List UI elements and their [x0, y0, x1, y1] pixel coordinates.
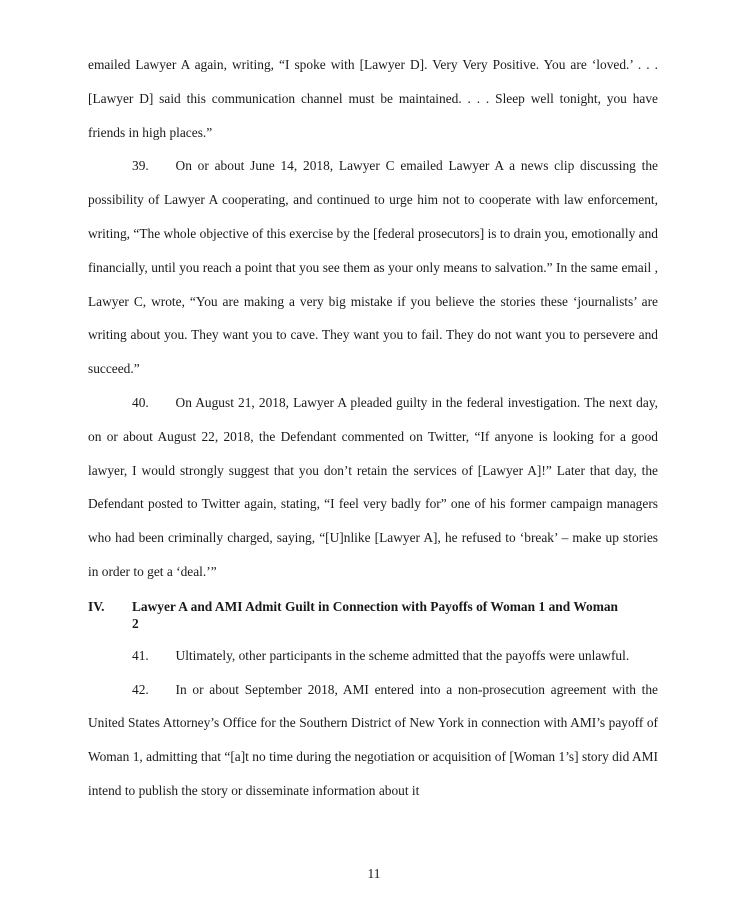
paragraph-38-continuation: emailed Lawyer A again, writing, “I spoke with [Lawyer D]. Very Very Positive. You are ‘loved.’ . . . [Lawyer D] said this communication channel must be maintained. . . . Sleep well tonight, you have friends in high places.” [88, 57, 658, 140]
section-title: Lawyer A and AMI Admit Guilt in Connection with Payoffs of Woman 1 and Woman 2 [132, 598, 618, 631]
section-heading [88, 598, 658, 632]
section-number: IV. [88, 598, 105, 614]
paragraph-39: 39. On or about June 14, 2018, Lawyer C emailed Lawyer A a news clip discussing the possibility of Lawyer A cooperating, and continued to urge him not to cooperate with law enforcement, writing, “The whole objective of this exercise by the [federal prosecutors] is to drain you, emotionally and financially, until you reach a point that you see them as your only means to salvation.” In the same email , Lawyer C, wrote, “You are making a very big mistake if you believe the stories these ‘journalists’ are writing about you. They want you to cave. They want you to fail. They do not want you to persevere and succeed.” [88, 158, 658, 377]
paragraph-40: 40. On August 21, 2018, Lawyer A pleaded guilty in the federal investigation. The next day, on or about August 22, 2018, the Defendant commented on Twitter, “If anyone is looking for a good lawyer, I would strongly suggest that you don’t retain the services of [Lawyer A]!” Later that day, the Defendant posted to Twitter again, stating, “I feel very badly for” one of his former campaign managers who had been criminally charged, saying, “[U]nlike [Lawyer A], he refused to ‘break’ – make up stories in order to get a ‘deal.’” [88, 394, 658, 579]
document-body [88, 48, 658, 808]
paragraph-41: 41. Ultimately, other participants in the scheme admitted that the payoffs were unlawful. [132, 647, 630, 663]
paragraph-42: 42. In or about September 2018, AMI entered into a non-prosecution agreement with the United States Attorney’s Office for the Southern District of New York in connection with AMI’s payoff of Woman 1, admitting that “[a]t no time during the negotiation or acquisition of [Woman 1’s] story did AMI intend to publish the story or disseminate information about it [88, 681, 658, 798]
page-number: 11 [367, 866, 381, 881]
